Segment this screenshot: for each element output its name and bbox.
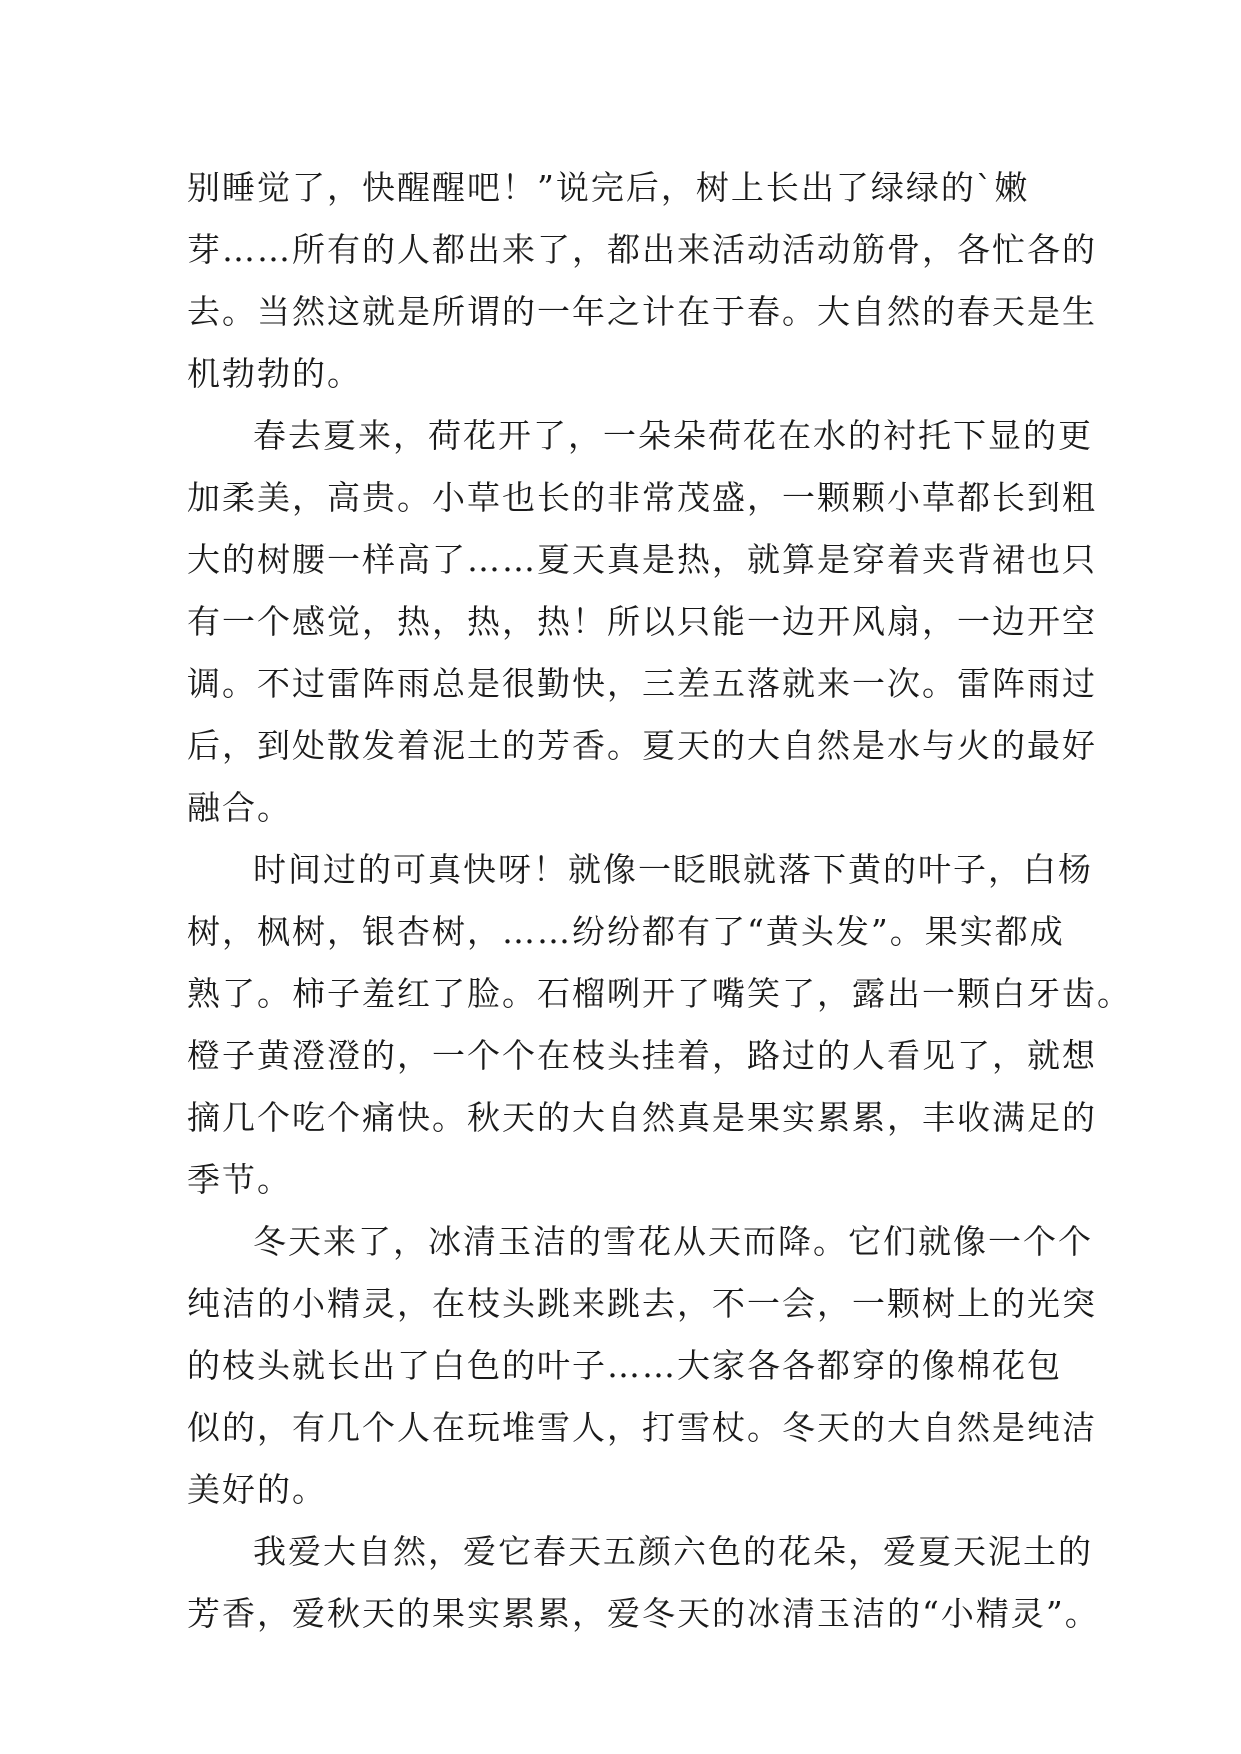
text-line: 机勃勃的。 (187, 354, 362, 393)
text-line: 纯洁的小精灵，在枝头跳来跳去，不一会，一颗树上的光突 (187, 1284, 1097, 1323)
text-line: 熟了。柿子羞红了脸。石榴咧开了嘴笑了，露出一颗白牙齿。 (187, 974, 1132, 1013)
text-line: 芳香，爱秋天的果实累累，爱冬天的冰清玉洁的“小精灵”。 (187, 1594, 1100, 1633)
text-line: 树，枫树，银杏树，……纷纷都有了“黄头发”。果实都成 (187, 912, 1065, 951)
text-line: 大的树腰一样高了……夏天真是热，就算是穿着夹背裙也只 (187, 540, 1097, 579)
text-line: 春去夏来，荷花开了，一朵朵荷花在水的衬托下显的更 (253, 416, 1093, 455)
text-line: 别睡觉了，快醒醒吧！”说完后，树上长出了绿绿的`嫩 (187, 168, 1030, 207)
text-line: 冬天来了，冰清玉洁的雪花从天而降。它们就像一个个 (253, 1222, 1093, 1261)
text-line: 美好的。 (187, 1470, 327, 1509)
text-line: 我爱大自然，爱它春天五颜六色的花朵，爱夏天泥土的 (253, 1532, 1093, 1571)
text-line: 融合。 (187, 788, 292, 827)
text-line: 加柔美，高贵。小草也长的非常茂盛，一颗颗小草都长到粗 (187, 478, 1097, 517)
text-line: 时间过的可真快呀！就像一眨眼就落下黄的叶子，白杨 (253, 850, 1093, 889)
text-line: 橙子黄澄澄的，一个个在枝头挂着，路过的人看见了，就想 (187, 1036, 1097, 1075)
text-line: 芽……所有的人都出来了，都出来活动活动筋骨，各忙各的 (187, 230, 1097, 269)
text-line: 的枝头就长出了白色的叶子……大家各各都穿的像棉花包 (187, 1346, 1062, 1385)
text-line: 去。当然这就是所谓的一年之计在于春。大自然的春天是生 (187, 292, 1097, 331)
text-line: 后，到处散发着泥土的芳香。夏天的大自然是水与火的最好 (187, 726, 1097, 765)
text-line: 似的，有几个人在玩堆雪人，打雪杖。冬天的大自然是纯洁 (187, 1408, 1097, 1447)
text-line: 有一个感觉，热，热，热！所以只能一边开风扇，一边开空 (187, 602, 1097, 641)
text-line: 调。不过雷阵雨总是很勤快，三差五落就来一次。雷阵雨过 (187, 664, 1097, 703)
text-line: 季节。 (187, 1160, 292, 1199)
text-line: 摘几个吃个痛快。秋天的大自然真是果实累累，丰收满足的 (187, 1098, 1097, 1137)
